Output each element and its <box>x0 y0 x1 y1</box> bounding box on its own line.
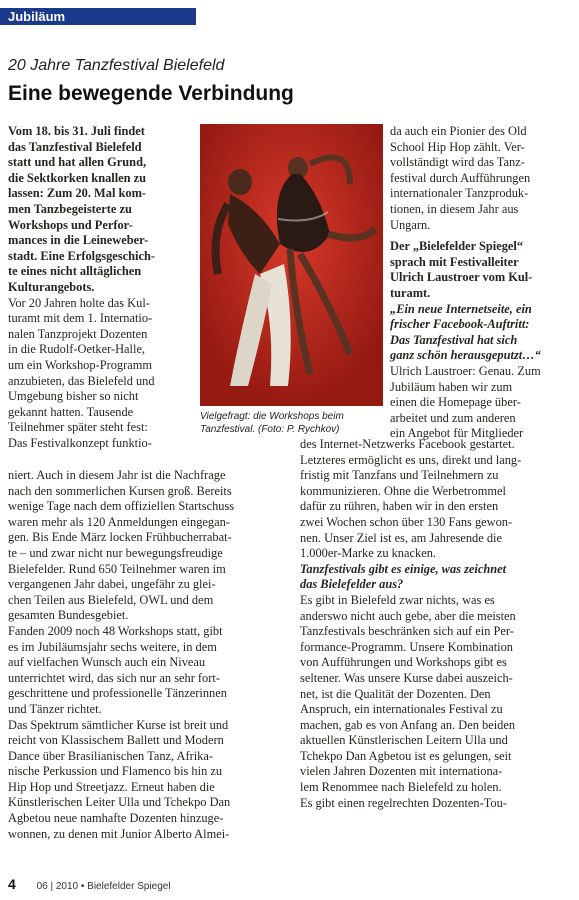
section-rubric: Jubiläum <box>0 8 196 25</box>
right-column-wide <box>300 437 574 811</box>
text-line: Kulturangebots. <box>8 279 95 294</box>
left-column-wide <box>8 468 293 842</box>
text-line: lem Renommee nach Bielefeld zu holen. <box>300 780 502 795</box>
interview-answer-2 <box>300 593 574 811</box>
text-line: mances in die Leineweber- <box>8 233 149 248</box>
text-line: und Tänzer richtet. <box>8 701 102 716</box>
text-line: dafür zu rühren, haben wir in den ersten <box>300 499 499 514</box>
body-paragraph-2 <box>8 468 293 842</box>
article-kicker: 20 Jahre Tanzfestival Bielefeld <box>8 57 225 74</box>
text-line: Es gibt in Bielefeld zwar nichts, was es <box>300 592 495 607</box>
text-line: die Sektkorken knallen zu <box>8 170 147 185</box>
text-line: das Tanzfestival Bielefeld <box>8 139 142 154</box>
article-headline: Eine bewegende Verbindung <box>8 82 294 105</box>
text-line: Agbetou neue namhafte Dozenten hinzuge- <box>8 811 224 826</box>
text-line: vielen Jahren Dozenten mit internationa- <box>300 764 503 779</box>
text-line: Workshops und Perfor- <box>8 217 133 232</box>
text-line: ein Angebot für Mitglieder <box>390 426 524 441</box>
text-line: Ulrich Laustroer vom Kul- <box>390 270 533 285</box>
text-line: Fanden 2009 noch 48 Workshops statt, gibt <box>8 623 223 638</box>
text-line: formance-Programm. Unsere Kombination <box>300 639 513 654</box>
interview-intro <box>390 239 574 301</box>
text-line: Teilnehmer später steht fest: <box>8 420 148 435</box>
text-line: machen, gab es von Anfang an. Den beiden <box>300 717 516 732</box>
interview-answer-1 <box>390 364 574 442</box>
text-line: men Tanzbegeisterte zu <box>8 201 132 216</box>
text-line: seltener. Was unsere Kurse dabei auszeich- <box>300 670 513 685</box>
text-line: waren mehr als 120 Anmeldungen eingegan- <box>8 514 230 529</box>
interview-answer-1-continued <box>300 437 574 562</box>
text-line: Tanzfestival. (Foto: P. Rychkov) <box>200 423 340 435</box>
text-line: turamt mit dem 1. Internatio- <box>8 311 153 326</box>
text-line: wonnen, zu denen mit Junior Alberto Almei- <box>8 826 230 841</box>
interview-question-1 <box>390 302 574 364</box>
text-line: von Aufführungen und Workshops gibt es <box>300 655 507 670</box>
text-line: turamt. <box>390 285 431 300</box>
text-line: net, ist die Qualität der Dozenten. Den <box>300 686 491 701</box>
right-column-narrow <box>390 124 574 442</box>
text-line: nach den sommerlichen Kursen groß. Bereits <box>8 483 232 498</box>
text-line: Ungarn. <box>390 217 431 232</box>
text-line: 1.000er-Marke zu knacken. <box>300 546 436 561</box>
text-line: Letzteres ermöglicht es uns, direkt und lang- <box>300 452 522 467</box>
text-line: Anspruch, ein internationales Festival zu <box>300 702 503 717</box>
text-line: Tchekpo Dan Agbetou ist es gelungen, seit <box>300 748 512 763</box>
body-paragraph-1 <box>8 296 196 452</box>
text-line: School Hip Hop zählt. Ver- <box>390 139 525 154</box>
text-line: anderswo nicht auch gebe, aber die meisten <box>300 608 516 623</box>
text-line: da auch ein Pionier des Old <box>390 124 527 138</box>
text-line: kommunizieren. Ohne die Werbetrommel <box>300 483 506 498</box>
dance-photo <box>200 124 383 406</box>
interview-question-2 <box>300 562 574 593</box>
body-paragraph-3 <box>390 124 574 233</box>
text-line: te eines nicht alltäglichen <box>8 264 142 279</box>
text-line: „Ein neue Internetseite, ein <box>390 301 532 316</box>
text-line: gen. Bis Ende März locken Frühbucherrabat- <box>8 530 232 545</box>
text-line: vollständigt wird das Tanz- <box>390 155 525 170</box>
text-line: reicht von Klassischem Ballett und Modern <box>8 733 224 748</box>
text-line: Tanzfestivals beschränken sich auf ein Per- <box>300 624 514 639</box>
text-line: festival durch Aufführungen <box>390 170 531 185</box>
text-line: unterrichtet wird, das sich nur an sehr fort- <box>8 670 220 685</box>
text-line: nen. Unser Ziel ist es, am Jahresende die <box>300 530 502 545</box>
text-line: lassen: Zum 20. Mal kom- <box>8 186 147 201</box>
text-line: Vor 20 Jahren holte das Kul- <box>8 295 150 310</box>
text-line: Künstlerischen Leiter Ulla und Tchekpo Dan <box>8 795 231 810</box>
text-line: Dance über Brasilianischen Tanz, Afrika- <box>8 748 213 763</box>
text-line: wenige Tage nach dem offiziellen Startschuss <box>8 499 235 514</box>
text-line: geschrittene und professionelle Tänzerinnen <box>8 686 227 701</box>
text-line: Das Tanzfestival hat sich <box>390 332 518 347</box>
text-line: vergangenen Jahr dabei, ungefähr zu glei- <box>8 577 216 592</box>
text-line: arbeitet und zum anderen <box>390 410 516 425</box>
text-line: Das Spektrum sämtlicher Kurse ist breit und <box>8 717 229 732</box>
text-line: anzubieten, das Bielefeld und <box>8 373 155 388</box>
page-footer <box>8 876 171 892</box>
text-line: einen die Homepage über- <box>390 395 521 410</box>
text-line: Umgebung bisher so nicht <box>8 389 139 404</box>
text-line: das Bielefelder aus? <box>300 577 404 592</box>
text-line: des Internet-Netzwerks Facebook gestartet. <box>300 437 515 451</box>
text-line: internationaler Tanzproduk- <box>390 186 529 201</box>
text-line: Bielefelder. Rund 650 Teilnehmer waren im <box>8 561 226 576</box>
text-line: Vom 18. bis 31. Juli findet <box>8 124 145 138</box>
text-line: ganz schön herausgeputzt…“ <box>390 348 541 363</box>
text-line: stadt. Eine Erfolgsgeschich- <box>8 248 155 263</box>
text-line: Das Festivalkonzept funktio- <box>8 435 152 450</box>
page-number: 4 <box>8 876 16 892</box>
text-line: auf vielfachen Wunsch auch ein Niveau <box>8 655 206 670</box>
text-line: chen Teilen aus Bielefeld, OWL und dem <box>8 592 214 607</box>
text-line: gesamten Bundesgebiet. <box>8 608 129 623</box>
lead-paragraph <box>8 124 196 296</box>
text-line: zwei Wochen schon über 130 Fans gewon- <box>300 514 513 529</box>
text-line: um ein Workshop-Programm <box>8 357 153 372</box>
text-line: frischer Facebook-Auftritt: <box>390 317 530 332</box>
text-line: tionen, in diesem Jahr aus <box>390 201 519 216</box>
text-line: nische Perkussion und Flamenco bis hin zu <box>8 764 223 779</box>
text-line: Tanzfestivals gibt es einige, was zeichnet <box>300 561 507 576</box>
text-line: aktuellen Künstlerischen Leitern Ulla und <box>300 733 508 748</box>
text-line: Vielgefragt: die Workshops beim <box>200 411 344 422</box>
text-line: statt und hat allen Grund, <box>8 155 147 170</box>
text-line: Jubiläum haben wir zum <box>390 379 513 394</box>
text-line: nalen Tanzprojekt Dozenten <box>8 326 148 341</box>
issue-info: 06 | 2010 • Bielefelder Spiegel <box>36 881 171 892</box>
text-line: fristig mit Tanzfans und Teilnehmern zu <box>300 468 499 483</box>
text-line: gekannt hatten. Tausende <box>8 404 134 419</box>
text-line: Ulrich Laustroer: Genau. Zum <box>390 363 541 378</box>
left-column-narrow <box>8 124 196 451</box>
text-line: es im Jubiläumsjahr sechs weitere, in dem <box>8 639 217 654</box>
dancers-image <box>200 124 383 406</box>
photo-caption <box>200 411 390 436</box>
text-line: te – und zwar nicht nur bewegungsfreudige <box>8 545 223 560</box>
text-line: sprach mit Festivalleiter <box>390 254 519 269</box>
text-line: Hip Hop und Streetjazz. Erneut haben die <box>8 779 215 794</box>
text-line: Es gibt einen regelrechten Dozenten-Tou- <box>300 795 507 810</box>
text-line: niert. Auch in diesem Jahr ist die Nachfrage <box>8 468 226 482</box>
text-line: Der „Bielefelder Spiegel“ <box>390 239 524 254</box>
text-line: in die Rudolf-Oetker-Halle, <box>8 342 146 357</box>
